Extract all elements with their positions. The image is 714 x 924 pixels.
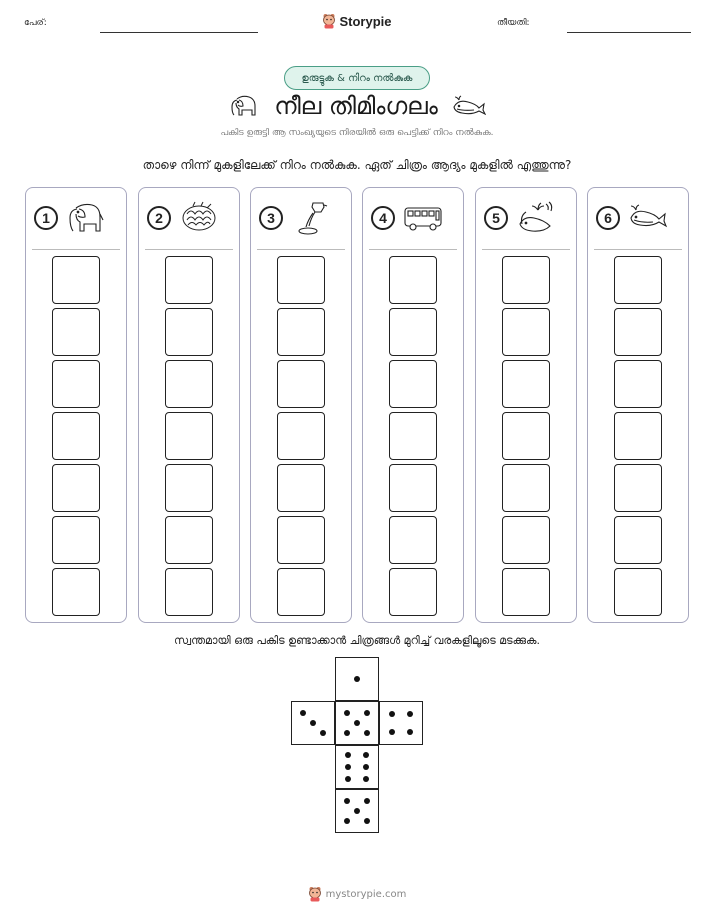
color-box[interactable] <box>165 568 213 616</box>
color-box[interactable] <box>614 360 662 408</box>
color-box[interactable] <box>389 308 437 356</box>
pip <box>345 776 351 782</box>
pip <box>344 730 350 736</box>
column-number: 2 <box>147 206 171 230</box>
pip <box>389 711 395 717</box>
color-box[interactable] <box>502 256 550 304</box>
color-box[interactable] <box>614 256 662 304</box>
name-line[interactable] <box>100 32 258 33</box>
color-box[interactable] <box>502 360 550 408</box>
pip <box>407 729 413 735</box>
pip <box>320 730 326 736</box>
pip <box>354 808 360 814</box>
box-stack <box>52 256 100 616</box>
pip <box>344 818 350 824</box>
pip <box>363 764 369 770</box>
color-box[interactable] <box>52 360 100 408</box>
color-box[interactable] <box>277 256 325 304</box>
title-row <box>0 92 714 120</box>
color-box[interactable] <box>502 412 550 460</box>
color-box[interactable] <box>277 464 325 512</box>
column-6 <box>587 187 689 623</box>
column-number: 3 <box>259 206 283 230</box>
page-title: നീല തിമിംഗലം <box>274 92 438 120</box>
brand-logo <box>0 13 714 29</box>
subtitle: പകിട ഉരുട്ടി ആ സംഖ്യയുടെ നിരയിൽ ഒരു പെട്ടിക്ക് നിറം നൽകുക. <box>220 128 494 138</box>
column-divider <box>32 249 120 250</box>
color-box[interactable] <box>165 412 213 460</box>
color-box[interactable] <box>502 516 550 564</box>
pip <box>363 776 369 782</box>
color-box[interactable] <box>389 360 437 408</box>
die-face-6 <box>335 745 379 789</box>
footer <box>0 886 714 902</box>
color-box[interactable] <box>277 568 325 616</box>
color-box[interactable] <box>52 568 100 616</box>
footer-site[interactable]: mystorypie.com <box>325 888 407 900</box>
column-header <box>147 200 219 236</box>
color-box[interactable] <box>389 464 437 512</box>
die-face-1 <box>335 657 379 701</box>
column-3 <box>250 187 352 623</box>
mascot-icon <box>308 886 322 902</box>
column-4 <box>362 187 464 623</box>
color-box[interactable] <box>389 412 437 460</box>
coral-icon <box>179 200 219 236</box>
column-number: 5 <box>484 206 508 230</box>
column-divider <box>594 249 682 250</box>
color-box[interactable] <box>389 568 437 616</box>
bus-icon <box>403 200 443 236</box>
color-box[interactable] <box>502 308 550 356</box>
color-box[interactable] <box>52 516 100 564</box>
column-header <box>596 200 668 236</box>
pip <box>389 729 395 735</box>
color-box[interactable] <box>614 412 662 460</box>
column-number: 1 <box>34 206 58 230</box>
pip <box>344 710 350 716</box>
column-5 <box>475 187 577 623</box>
color-box[interactable] <box>502 464 550 512</box>
pip <box>354 720 360 726</box>
column-header <box>484 200 556 236</box>
pip <box>364 710 370 716</box>
column-2 <box>138 187 240 623</box>
pip <box>345 764 351 770</box>
column-header <box>34 200 106 236</box>
die-face-5-bottom <box>335 789 379 833</box>
color-box[interactable] <box>52 256 100 304</box>
box-stack <box>502 256 550 616</box>
date-label: തീയതി: <box>497 18 530 28</box>
die-face-5 <box>335 701 379 745</box>
column-divider <box>369 249 457 250</box>
activity-tag: ഉരുട്ടുക & നിറം നൽകുക <box>284 66 430 90</box>
die-face-4 <box>379 701 423 745</box>
whale-icon <box>628 200 668 236</box>
pip <box>364 818 370 824</box>
instruction-question: താഴെ നിന്ന് മുകളിലേക്ക് നിറം നൽകുക. ഏത് ചിത്രം ആദ്യം മുകളിൽ എത്തുന്നു? <box>142 158 572 172</box>
color-box[interactable] <box>277 412 325 460</box>
pip <box>344 798 350 804</box>
color-box[interactable] <box>614 516 662 564</box>
column-1 <box>25 187 127 623</box>
column-number: 6 <box>596 206 620 230</box>
pip <box>364 730 370 736</box>
pip <box>310 720 316 726</box>
column-divider <box>257 249 345 250</box>
pip <box>407 711 413 717</box>
column-number: 4 <box>371 206 395 230</box>
pip <box>354 676 360 682</box>
column-header <box>259 200 331 236</box>
color-box[interactable] <box>277 308 325 356</box>
box-stack <box>614 256 662 616</box>
whale-icon <box>452 95 486 117</box>
elephant-icon <box>228 93 260 119</box>
color-box[interactable] <box>614 568 662 616</box>
elephant-icon <box>66 200 106 236</box>
color-box[interactable] <box>389 516 437 564</box>
box-stack <box>277 256 325 616</box>
column-header <box>371 200 443 236</box>
date-line[interactable] <box>567 32 691 33</box>
color-box[interactable] <box>502 568 550 616</box>
mascot-icon <box>322 13 336 29</box>
pip <box>363 752 369 758</box>
pip <box>364 798 370 804</box>
pip <box>300 710 306 716</box>
color-box[interactable] <box>165 464 213 512</box>
color-box[interactable] <box>277 516 325 564</box>
color-box[interactable] <box>52 464 100 512</box>
fold-instruction: സ്വന്തമായി ഒരു പകിട ഉണ്ടാക്കാൻ ചിത്രങ്ങൾ മുറിച്ച് വരകളിലൂടെ മടക്കുക. <box>174 634 540 647</box>
color-box[interactable] <box>165 308 213 356</box>
die-face-3 <box>291 701 335 745</box>
box-stack <box>389 256 437 616</box>
color-box[interactable] <box>389 256 437 304</box>
color-box[interactable] <box>52 412 100 460</box>
column-divider <box>145 249 233 250</box>
box-stack <box>165 256 213 616</box>
color-box[interactable] <box>165 256 213 304</box>
water-jug-icon <box>291 200 331 236</box>
color-box[interactable] <box>614 464 662 512</box>
color-box[interactable] <box>165 516 213 564</box>
brand-name: Storypie <box>339 13 392 29</box>
color-box[interactable] <box>165 360 213 408</box>
column-divider <box>482 249 570 250</box>
color-box[interactable] <box>52 308 100 356</box>
color-box[interactable] <box>614 308 662 356</box>
pip <box>345 752 351 758</box>
name-label: പേര്: <box>24 18 47 28</box>
color-box[interactable] <box>277 360 325 408</box>
whale-spout-icon <box>516 200 556 236</box>
